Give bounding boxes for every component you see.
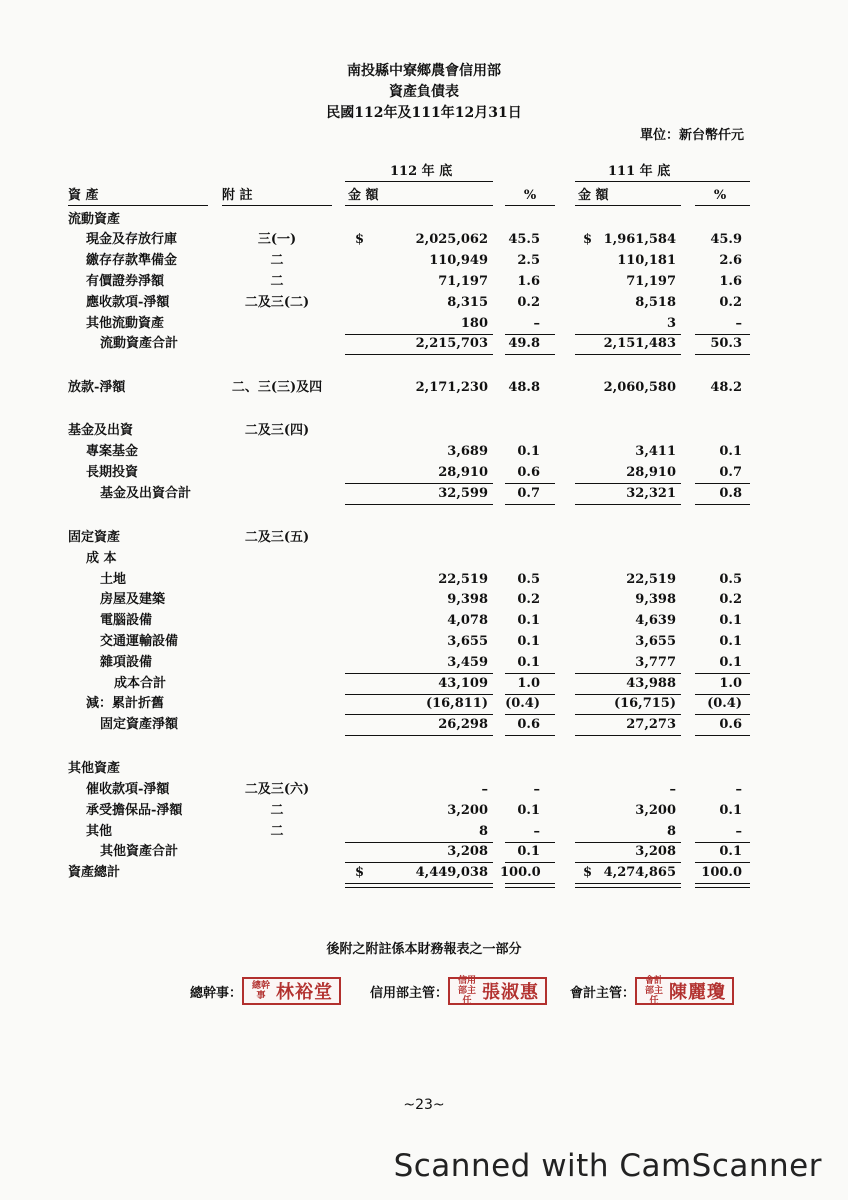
amount-111: 3,208: [635, 844, 676, 859]
percent-112: 0.7: [517, 486, 540, 501]
amount-112: 3,459: [447, 655, 488, 670]
header-line: [505, 205, 555, 206]
amount-111: 4,274,865: [603, 865, 676, 880]
stamp-name: 張淑惠: [482, 982, 540, 1003]
stamp-title: 總幹事: [252, 981, 271, 1001]
row-label: 房屋及建築: [100, 592, 166, 607]
total-line: [695, 354, 750, 355]
total-line: [345, 862, 493, 863]
amount-112: 3,655: [447, 634, 488, 649]
amount-112: 26,298: [438, 717, 488, 732]
scanner-watermark: Scanned with CamScanner: [393, 1148, 822, 1184]
row-label: 資產總計: [68, 865, 121, 880]
percent-111: 50.3: [710, 336, 742, 351]
amount-111: 9,398: [635, 592, 676, 607]
amount-111: 71,197: [626, 274, 676, 289]
signature-role: 信用部主管：: [370, 985, 449, 1001]
amount-112-header: 金 額: [348, 188, 379, 203]
percent-111: 1.6: [719, 274, 742, 289]
percent-112: 1.6: [517, 274, 540, 289]
percent-112: 48.8: [508, 380, 540, 395]
total-line: [505, 862, 555, 863]
statement-date: 民國112年及111年12月31日: [326, 105, 522, 121]
signature: [370, 973, 547, 1009]
stamp-name: 林裕堂: [276, 982, 334, 1003]
amount-111: 3,411: [635, 444, 676, 459]
row-note: 二及三(六): [244, 782, 310, 797]
total-line: [575, 862, 681, 863]
header-line: [575, 205, 681, 206]
percent-111: 1.0: [719, 676, 742, 691]
seal-stamp: [635, 977, 734, 1005]
amount-112: 2,215,703: [415, 336, 488, 351]
currency-symbol-111: $: [583, 232, 593, 247]
row-note: 二: [270, 253, 284, 268]
percent-111-header: %: [713, 188, 727, 203]
subtotal-line: [575, 673, 681, 674]
amount-111: 3: [666, 316, 676, 331]
row-label: 專案基金: [86, 444, 139, 459]
percent-112: 0.6: [517, 465, 540, 480]
page-number: ~23~: [403, 1097, 445, 1113]
amount-112: 28,910: [438, 465, 488, 480]
total-line: [575, 354, 681, 355]
subtotal-line: [345, 735, 493, 736]
percent-112: 0.1: [517, 444, 540, 459]
percent-111: 0.1: [719, 613, 742, 628]
row-label: 有價證券淨額: [86, 274, 165, 289]
percent-112: 0.1: [517, 634, 540, 649]
percent-111: –: [735, 782, 742, 797]
signature-role: 會計主管：: [570, 985, 636, 1001]
amount-111: 2,060,580: [603, 380, 676, 395]
percent-111: 0.2: [719, 295, 742, 310]
subtotal-line: [695, 673, 750, 674]
currency-unit: 單位：新台幣仟元: [639, 128, 744, 143]
subtotal-line: [345, 673, 493, 674]
percent-111: –: [735, 824, 742, 839]
grand-total-double-line: [575, 883, 681, 888]
percent-111: 2.6: [719, 253, 742, 268]
subtotal-line: [345, 694, 493, 695]
amount-111: –: [669, 782, 676, 797]
amount-111: 3,200: [635, 803, 676, 818]
row-label: 流動資產: [68, 212, 121, 227]
subtotal-line: [575, 483, 681, 484]
amount-112: 3,200: [447, 803, 488, 818]
grand-total-double-line: [505, 883, 555, 888]
amount-112: 2,171,230: [415, 380, 488, 395]
percent-112: –: [533, 316, 540, 331]
percent-111: 45.9: [710, 232, 742, 247]
percent-112: 0.1: [517, 803, 540, 818]
year-111-header: 111 年 底: [608, 164, 671, 179]
percent-112: 0.1: [517, 844, 540, 859]
amount-111-header: 金 額: [578, 188, 609, 203]
subtotal-line: [345, 483, 493, 484]
row-note: 二: [270, 803, 284, 818]
percent-111: 0.8: [719, 486, 742, 501]
subtotal-line: [695, 483, 750, 484]
row-note: 二及三(二): [244, 295, 310, 310]
percent-112: 0.1: [517, 655, 540, 670]
amount-112: 3,689: [447, 444, 488, 459]
amount-111: 27,273: [626, 717, 676, 732]
amount-112: 2,025,062: [415, 232, 488, 247]
total-line: [575, 504, 681, 505]
row-label: 承受擔保品-淨額: [86, 803, 183, 818]
percent-111: 0.5: [719, 572, 742, 587]
row-label: 基金及出資合計: [100, 486, 192, 501]
row-label: 基金及出資: [68, 423, 134, 438]
grand-total-double-line: [345, 883, 493, 888]
subtotal-line: [345, 714, 493, 715]
row-note: 二及三(五): [244, 530, 310, 545]
row-label: 電腦設備: [100, 613, 153, 628]
amount-112: 22,519: [438, 572, 488, 587]
seal-stamp: [448, 977, 547, 1005]
row-note: 二、三(三)及四: [231, 380, 323, 395]
row-label: 土地: [100, 572, 127, 587]
row-label: 其他資產: [68, 761, 121, 776]
amount-112: 4,078: [447, 613, 488, 628]
asset-column-header: 資 產: [68, 188, 99, 203]
amount-112: 4,449,038: [415, 865, 488, 880]
percent-112: 0.6: [517, 717, 540, 732]
row-label: 成本合計: [114, 676, 167, 691]
subtotal-line: [505, 714, 555, 715]
amount-112: 8: [478, 824, 488, 839]
amount-111: 2,151,483: [603, 336, 676, 351]
percent-111: 0.7: [719, 465, 742, 480]
row-label: 雜項設備: [100, 655, 153, 670]
subtotal-line: [575, 842, 681, 843]
row-label: 長期投資: [86, 465, 139, 480]
subtotal-line: [345, 842, 493, 843]
header-line: [222, 205, 332, 206]
percent-112: 0.2: [517, 295, 540, 310]
amount-111: 110,181: [617, 253, 676, 268]
percent-112: 0.5: [517, 572, 540, 587]
amount-111: 3,655: [635, 634, 676, 649]
percent-111: 0.1: [719, 803, 742, 818]
amount-112: 43,109: [438, 676, 488, 691]
percent-111: 0.1: [719, 634, 742, 649]
amount-112: 9,398: [447, 592, 488, 607]
percent-111: 0.1: [719, 844, 742, 859]
amount-112: (16,811): [425, 696, 488, 711]
amount-111: 32,321: [626, 486, 676, 501]
note-column-header: 附 註: [222, 188, 253, 203]
header-line: [68, 205, 208, 206]
currency-symbol-112: $: [355, 865, 365, 880]
amount-112: 180: [460, 316, 488, 331]
row-note: 二及三(四): [244, 423, 310, 438]
percent-111: 0.1: [719, 655, 742, 670]
percent-111: 48.2: [710, 380, 742, 395]
subtotal-line: [575, 714, 681, 715]
org-title: 南投縣中寮鄉農會信用部: [347, 63, 501, 79]
amount-112: 32,599: [438, 486, 488, 501]
subtotal-line: [505, 735, 555, 736]
subtotal-line: [695, 735, 750, 736]
percent-112: 0.1: [517, 613, 540, 628]
total-line: [505, 354, 555, 355]
year-111-underline: [575, 181, 750, 182]
row-label: 流動資產合計: [100, 336, 179, 351]
percent-112: –: [533, 782, 540, 797]
row-label: 放款-淨額: [68, 380, 126, 395]
percent-111: 0.2: [719, 592, 742, 607]
amount-112: 8,315: [447, 295, 488, 310]
percent-112: 100.0: [500, 865, 541, 880]
row-label: 成 本: [86, 551, 117, 566]
percent-112: 49.8: [508, 336, 540, 351]
amount-111: 43,988: [626, 676, 676, 691]
amount-111: 4,639: [635, 613, 676, 628]
signature-role: 總幹事：: [190, 985, 243, 1001]
row-note: 二: [270, 274, 284, 289]
amount-112: 3,208: [447, 844, 488, 859]
subtotal-line: [575, 735, 681, 736]
year-112-header: 112 年 底: [390, 164, 453, 179]
year-112-underline: [345, 181, 493, 182]
header-line: [695, 205, 750, 206]
subtotal-line: [505, 694, 555, 695]
row-label: 固定資產淨額: [100, 717, 179, 732]
row-label: 其他資產合計: [100, 844, 179, 859]
currency-symbol-111: $: [583, 865, 593, 880]
amount-111: 1,961,584: [603, 232, 676, 247]
signature: [190, 973, 341, 1009]
amount-112: –: [481, 782, 488, 797]
row-note: 二: [270, 824, 284, 839]
row-label: 固定資產: [68, 530, 121, 545]
subtotal-line: [575, 334, 681, 335]
seal-stamp: [242, 977, 341, 1005]
stamp-name: 陳麗瓊: [669, 982, 727, 1003]
percent-112: 0.2: [517, 592, 540, 607]
signature: [570, 973, 734, 1009]
percent-111: –: [735, 316, 742, 331]
percent-112: –: [533, 824, 540, 839]
percent-112-header: %: [523, 188, 537, 203]
amount-111: 8: [666, 824, 676, 839]
footnote: 後附之附註係本財務報表之一部分: [326, 942, 522, 957]
statement-title: 資產負債表: [389, 84, 459, 100]
subtotal-line: [505, 842, 555, 843]
percent-111: 100.0: [701, 865, 742, 880]
subtotal-line: [345, 334, 493, 335]
row-label: 繳存存款準備金: [86, 253, 178, 268]
total-line: [695, 862, 750, 863]
subtotal-line: [505, 673, 555, 674]
row-label: 現金及存放行庫: [86, 232, 178, 247]
subtotal-line: [695, 694, 750, 695]
stamp-title: 會計部主任: [645, 976, 664, 1006]
row-label: 減：累計折舊: [86, 696, 165, 711]
subtotal-line: [695, 334, 750, 335]
subtotal-line: [505, 334, 555, 335]
total-line: [345, 504, 493, 505]
percent-111: 0.1: [719, 444, 742, 459]
stamp-title: 信用部主任: [458, 976, 477, 1006]
row-note: 三(一): [257, 232, 297, 247]
amount-112: 110,949: [429, 253, 488, 268]
percent-112: (0.4): [505, 696, 540, 711]
total-line: [505, 504, 555, 505]
row-label: 其他: [86, 824, 113, 839]
row-label: 應收款項-淨額: [86, 295, 170, 310]
subtotal-line: [575, 694, 681, 695]
amount-111: (16,715): [613, 696, 676, 711]
total-line: [695, 504, 750, 505]
percent-111: (0.4): [707, 696, 742, 711]
percent-111: 0.6: [719, 717, 742, 732]
row-label: 交通運輸設備: [100, 634, 179, 649]
percent-112: 45.5: [508, 232, 540, 247]
subtotal-line: [695, 714, 750, 715]
amount-111: 22,519: [626, 572, 676, 587]
amount-111: 3,777: [635, 655, 676, 670]
row-label: 催收款項-淨額: [86, 782, 170, 797]
subtotal-line: [695, 842, 750, 843]
header-line: [345, 205, 493, 206]
row-label: 其他流動資產: [86, 316, 165, 331]
amount-111: 8,518: [635, 295, 676, 310]
subtotal-line: [505, 483, 555, 484]
total-line: [345, 354, 493, 355]
percent-112: 2.5: [517, 253, 540, 268]
grand-total-double-line: [695, 883, 750, 888]
amount-112: 71,197: [438, 274, 488, 289]
amount-111: 28,910: [626, 465, 676, 480]
currency-symbol-112: $: [355, 232, 365, 247]
percent-112: 1.0: [517, 676, 540, 691]
